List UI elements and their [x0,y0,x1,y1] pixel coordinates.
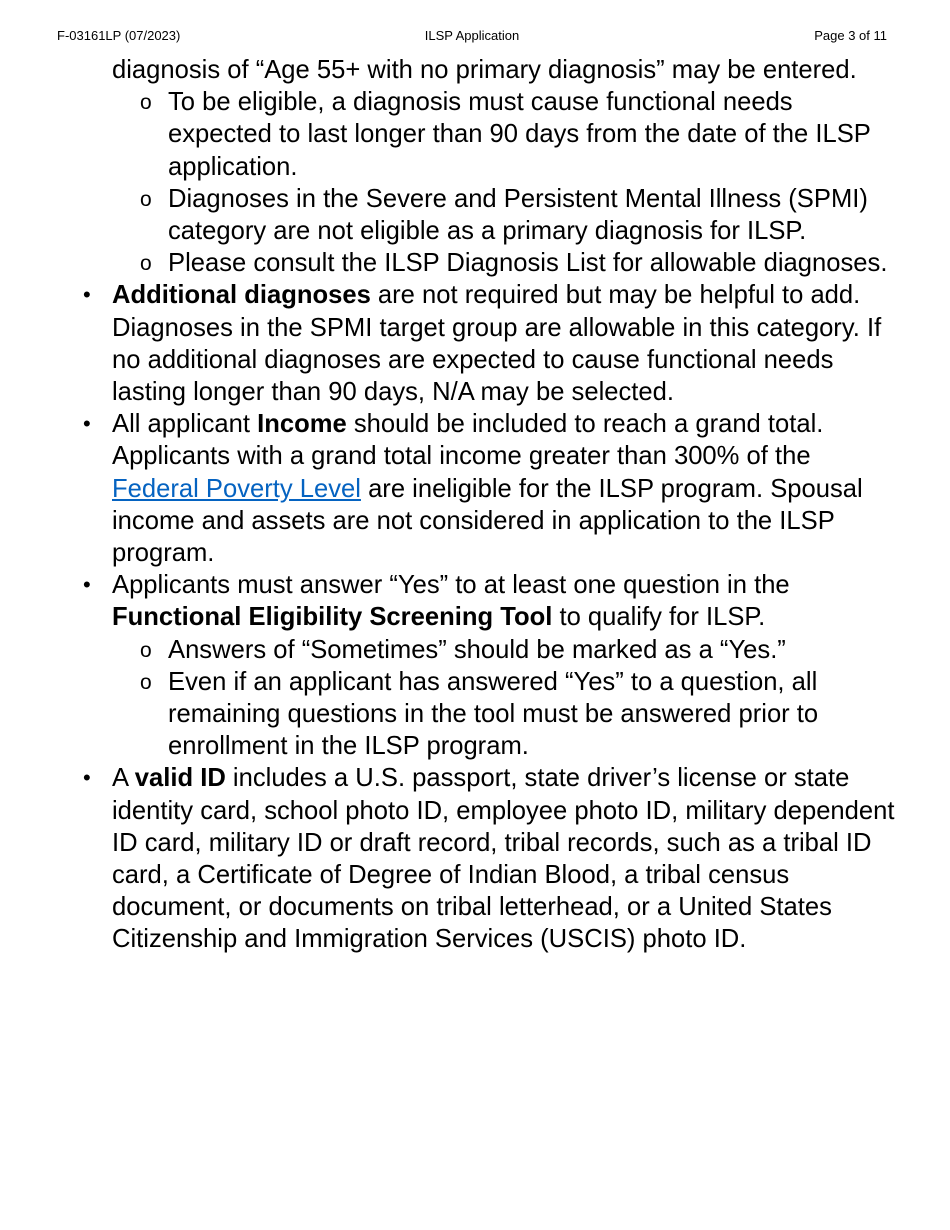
sub-bullet-item [0,666,902,763]
sub-bullet-text: To be eligible, a diagnosis must cause functional needs expected to last longer than 90 days from the date of the ILSP application. [168,88,871,181]
bullet-text: A [112,764,135,793]
sub-bullet-text: Answers of “Sometimes” should be marked as a “Yes.” [168,635,786,664]
sub-bullet-text: Even if an applicant has answered “Yes” to a question, all remaining questions in the tool must be answered prior to enrollment in the ILSP program. [168,667,819,761]
sub-bullet-item [0,247,902,279]
bullet-additional-diagnoses [0,279,902,408]
bullet-income [0,408,902,569]
bullet-icon: • [83,411,91,437]
sub-bullet-text: Diagnoses in the Severe and Persistent Mental Illness (SPMI) category are not eligible as a primary diagnosis for ILSP. [168,184,868,246]
bullet-icon: • [83,572,91,598]
bullet-text: to qualify for ILSP. [552,603,766,632]
form-number: F-03161LP (07/2023) [57,28,181,43]
bullet-functional-eligibility [0,569,902,633]
bullet-text: should be included to reach a grand total. Applicants with a grand total income greater than 300% of the [112,410,824,471]
sub-bullet-text: Please consult the ILSP Diagnosis List for allowable diagnoses. [168,249,888,278]
bold-term: Functional Eligibility Screening Tool [112,603,553,632]
sub-bullet-icon: o [140,670,152,694]
bullet-icon: • [83,765,91,791]
sub-bullet-item [0,634,902,666]
federal-poverty-level-link[interactable]: Federal Poverty Level [112,474,361,503]
sub-bullet-icon: o [140,252,152,276]
bullet-text: are not required but may be helpful to add. Diagnoses in the SPMI target group are allowable in this category. If no additional diagnoses are expected to cause functional needs lasting longer than 90 days, N/A may be selected. [112,281,882,407]
bullet-text: All applicant [112,410,258,439]
sub-bullet-icon: o [140,638,152,662]
bullet-valid-id [0,762,902,955]
bold-term: Additional diagnoses [112,281,371,310]
sub-bullet-icon: o [140,91,152,115]
sub-bullet-item [0,183,902,247]
bullet-text: includes a U.S. passport, state driver’s license or state identity card, school photo ID, employee photo ID, military dependent ID card, military ID or draft record, tribal records, such as a tribal ID card, a Certificate of Degree of Indian Blood, a tribal census document, or documents on tribal letterhead, or a United States Citizenship and Immigration Services (USCIS) photo ID. [112,764,895,954]
bullet-icon: • [83,282,91,308]
document-body [0,54,950,956]
sub-bullet-item [0,86,902,183]
bold-term: Income [257,410,347,439]
sub-bullet-icon: o [140,187,152,211]
continued-paragraph: diagnosis of “Age 55+ with no primary diagnosis” may be entered. [112,56,857,84]
page-header [57,28,887,44]
bold-term: valid ID [134,764,226,793]
bullet-text: are ineligible for the ILSP program. Spousal income and assets are not considered in application to the ILSP program. [112,474,863,568]
bullet-text: Applicants must answer “Yes” to at least one question in the [112,571,790,600]
page-number: Page 3 of 11 [814,28,887,43]
form-title: ILSP Application [424,28,520,43]
